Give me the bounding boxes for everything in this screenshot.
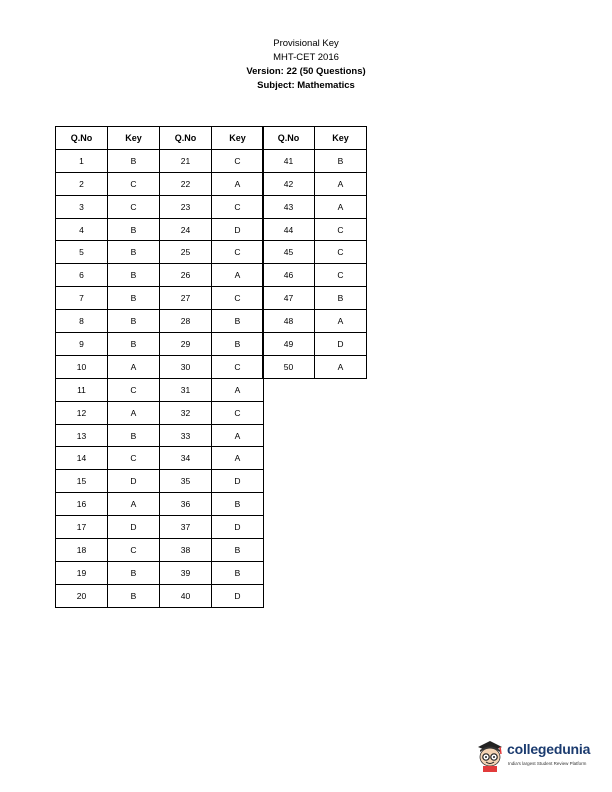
table-row bbox=[56, 149, 264, 172]
question-number: 14 bbox=[56, 447, 108, 470]
question-number: 19 bbox=[56, 561, 108, 584]
answer-key: A bbox=[212, 447, 264, 470]
qno-header: Q.No bbox=[160, 127, 212, 150]
question-number: 34 bbox=[160, 447, 212, 470]
question-number: 47 bbox=[263, 287, 315, 310]
question-number: 9 bbox=[56, 333, 108, 356]
answer-key: D bbox=[315, 333, 367, 356]
question-number: 30 bbox=[160, 355, 212, 378]
table-row bbox=[56, 539, 264, 562]
question-number: 20 bbox=[56, 584, 108, 607]
question-number: 6 bbox=[56, 264, 108, 287]
table-row bbox=[56, 310, 264, 333]
brand-name: collegedunia bbox=[507, 741, 591, 757]
answer-key: A bbox=[315, 355, 367, 378]
answer-key: C bbox=[108, 195, 160, 218]
question-number: 39 bbox=[160, 561, 212, 584]
table-row bbox=[56, 561, 264, 584]
question-number: 18 bbox=[56, 539, 108, 562]
key-header: Key bbox=[108, 127, 160, 150]
answer-key: A bbox=[212, 172, 264, 195]
table-row bbox=[56, 355, 264, 378]
question-number: 45 bbox=[263, 241, 315, 264]
question-number: 42 bbox=[263, 172, 315, 195]
question-number: 25 bbox=[160, 241, 212, 264]
answer-key: D bbox=[108, 470, 160, 493]
subject-line: Subject: Mathematics bbox=[257, 80, 355, 91]
table-row bbox=[56, 401, 264, 424]
key-header: Key bbox=[315, 127, 367, 150]
answer-key: B bbox=[212, 333, 264, 356]
answer-key: D bbox=[212, 218, 264, 241]
question-number: 15 bbox=[56, 470, 108, 493]
question-number: 38 bbox=[160, 539, 212, 562]
table-row bbox=[56, 172, 264, 195]
table-row bbox=[263, 241, 367, 264]
table-header-row bbox=[263, 127, 367, 150]
answer-key: D bbox=[212, 516, 264, 539]
question-number: 4 bbox=[56, 218, 108, 241]
question-number: 22 bbox=[160, 172, 212, 195]
table-row bbox=[56, 470, 264, 493]
answer-key: B bbox=[108, 287, 160, 310]
answer-key: B bbox=[108, 264, 160, 287]
answer-key: B bbox=[108, 333, 160, 356]
table-row bbox=[56, 218, 264, 241]
collegedunia-logo bbox=[474, 737, 598, 773]
answer-key: B bbox=[315, 149, 367, 172]
question-number: 2 bbox=[56, 172, 108, 195]
question-number: 32 bbox=[160, 401, 212, 424]
answer-key: C bbox=[108, 447, 160, 470]
table-row bbox=[263, 287, 367, 310]
answer-key-table-right bbox=[262, 126, 367, 379]
question-number: 21 bbox=[160, 149, 212, 172]
question-number: 23 bbox=[160, 195, 212, 218]
question-number: 40 bbox=[160, 584, 212, 607]
question-number: 17 bbox=[56, 516, 108, 539]
question-number: 33 bbox=[160, 424, 212, 447]
question-number: 3 bbox=[56, 195, 108, 218]
answer-key: C bbox=[212, 195, 264, 218]
answer-key: A bbox=[315, 310, 367, 333]
answer-key: D bbox=[108, 516, 160, 539]
table-row bbox=[56, 584, 264, 607]
table-row bbox=[56, 195, 264, 218]
answer-key: C bbox=[212, 355, 264, 378]
table-row bbox=[56, 378, 264, 401]
answer-key: D bbox=[212, 584, 264, 607]
answer-key: B bbox=[108, 424, 160, 447]
table-row bbox=[263, 333, 367, 356]
answer-key: B bbox=[212, 539, 264, 562]
question-number: 37 bbox=[160, 516, 212, 539]
question-number: 50 bbox=[263, 355, 315, 378]
answer-key: B bbox=[108, 218, 160, 241]
key-header: Key bbox=[212, 127, 264, 150]
answer-key: B bbox=[108, 584, 160, 607]
table-row bbox=[56, 516, 264, 539]
answer-key: D bbox=[212, 470, 264, 493]
question-number: 48 bbox=[263, 310, 315, 333]
answer-key: C bbox=[108, 539, 160, 562]
answer-key: A bbox=[315, 172, 367, 195]
question-number: 11 bbox=[56, 378, 108, 401]
question-number: 8 bbox=[56, 310, 108, 333]
table-row bbox=[263, 264, 367, 287]
answer-key: C bbox=[315, 241, 367, 264]
table-row bbox=[56, 493, 264, 516]
answer-key: C bbox=[212, 401, 264, 424]
question-number: 1 bbox=[56, 149, 108, 172]
answer-key: B bbox=[108, 241, 160, 264]
question-number: 44 bbox=[263, 218, 315, 241]
answer-key: C bbox=[315, 218, 367, 241]
version-line: Version: 22 (50 Questions) bbox=[246, 66, 366, 77]
table-row bbox=[56, 264, 264, 287]
answer-key: C bbox=[212, 287, 264, 310]
answer-key: C bbox=[108, 378, 160, 401]
question-number: 26 bbox=[160, 264, 212, 287]
qno-header: Q.No bbox=[263, 127, 315, 150]
answer-key: A bbox=[108, 355, 160, 378]
answer-key: B bbox=[108, 149, 160, 172]
table-row bbox=[56, 287, 264, 310]
table-header-row bbox=[56, 127, 264, 150]
answer-key: B bbox=[315, 287, 367, 310]
question-number: 10 bbox=[56, 355, 108, 378]
question-number: 27 bbox=[160, 287, 212, 310]
question-number: 31 bbox=[160, 378, 212, 401]
question-number: 5 bbox=[56, 241, 108, 264]
question-number: 7 bbox=[56, 287, 108, 310]
table-row bbox=[263, 218, 367, 241]
mascot-icon bbox=[474, 737, 506, 773]
question-number: 43 bbox=[263, 195, 315, 218]
question-number: 12 bbox=[56, 401, 108, 424]
answer-key: C bbox=[212, 241, 264, 264]
question-number: 36 bbox=[160, 493, 212, 516]
answer-key: C bbox=[212, 149, 264, 172]
answer-key: B bbox=[212, 310, 264, 333]
brand-tagline: India's largest Student Review Platform bbox=[508, 761, 587, 766]
table-row bbox=[263, 310, 367, 333]
table-row bbox=[56, 447, 264, 470]
question-number: 29 bbox=[160, 333, 212, 356]
question-number: 41 bbox=[263, 149, 315, 172]
answer-key: B bbox=[212, 493, 264, 516]
answer-key: B bbox=[108, 561, 160, 584]
question-number: 13 bbox=[56, 424, 108, 447]
answer-key: A bbox=[108, 401, 160, 424]
question-number: 24 bbox=[160, 218, 212, 241]
answer-key: A bbox=[315, 195, 367, 218]
title-line: Provisional Key bbox=[273, 38, 339, 49]
answer-key: A bbox=[212, 264, 264, 287]
answer-key: B bbox=[212, 561, 264, 584]
answer-key: B bbox=[108, 310, 160, 333]
table-row bbox=[56, 333, 264, 356]
table-row bbox=[263, 172, 367, 195]
answer-key: C bbox=[315, 264, 367, 287]
table-row bbox=[56, 241, 264, 264]
table-row bbox=[263, 195, 367, 218]
question-number: 46 bbox=[263, 264, 315, 287]
answer-key: A bbox=[212, 424, 264, 447]
question-number: 28 bbox=[160, 310, 212, 333]
answer-key: C bbox=[108, 172, 160, 195]
table-row bbox=[263, 355, 367, 378]
table-row bbox=[56, 424, 264, 447]
answer-key-table-left bbox=[55, 126, 264, 608]
document-header bbox=[210, 37, 402, 93]
question-number: 16 bbox=[56, 493, 108, 516]
answer-key: A bbox=[212, 378, 264, 401]
table-row bbox=[263, 149, 367, 172]
question-number: 49 bbox=[263, 333, 315, 356]
exam-name: MHT-CET 2016 bbox=[273, 52, 339, 63]
answer-key: A bbox=[108, 493, 160, 516]
question-number: 35 bbox=[160, 470, 212, 493]
qno-header: Q.No bbox=[56, 127, 108, 150]
